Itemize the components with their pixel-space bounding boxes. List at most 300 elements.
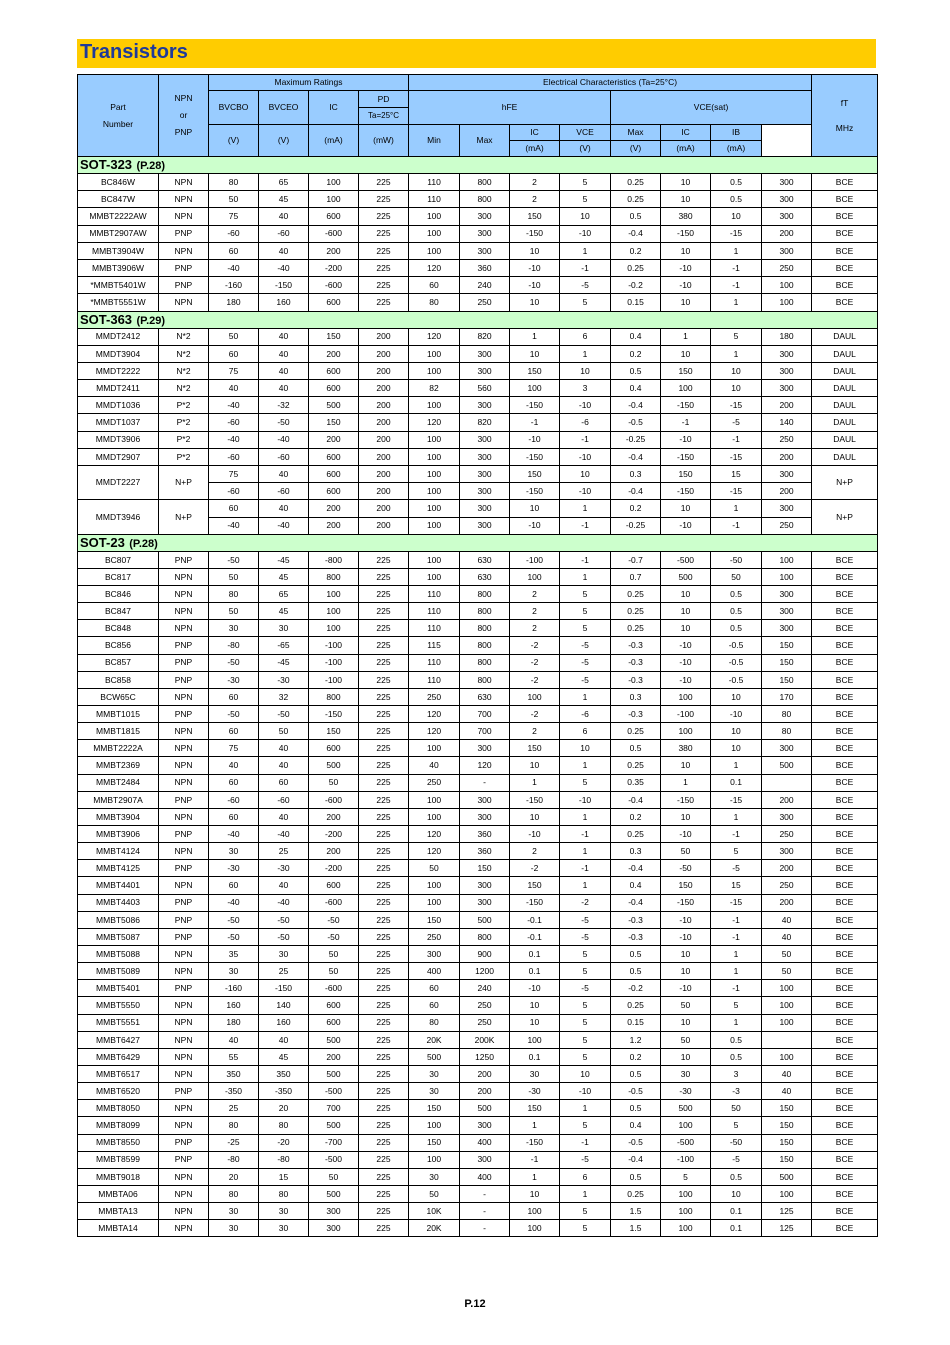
table-cell: 10 <box>661 1048 711 1065</box>
section-name: SOT-363 <box>80 311 133 327</box>
table-cell: 100 <box>409 517 460 534</box>
table-cell: 60 <box>209 808 259 825</box>
pin-cell: BCE <box>812 242 878 259</box>
table-cell: 100 <box>409 397 460 414</box>
part-number-cell: MMBT5087 <box>78 928 159 945</box>
table-cell: -40 <box>209 259 259 276</box>
table-cell: 0.25 <box>611 620 661 637</box>
table-cell: -60 <box>259 225 309 242</box>
part-number-cell: MMDT3904 <box>78 345 159 362</box>
table-cell: 1 <box>510 1168 560 1185</box>
table-cell: -100 <box>661 706 711 723</box>
pin-cell: BCE <box>812 1014 878 1031</box>
table-row <box>78 1220 878 1237</box>
table-cell: 800 <box>309 568 359 585</box>
table-cell: 150 <box>762 1100 812 1117</box>
part-number-cell: MMBT3906 <box>78 826 159 843</box>
table-cell: NPN <box>159 603 209 620</box>
table-cell: 225 <box>359 877 409 894</box>
table-cell: 10 <box>661 1014 711 1031</box>
table-row <box>78 191 878 208</box>
table-cell: 0.4 <box>611 877 661 894</box>
table-cell: 110 <box>409 671 460 688</box>
table-cell: 10 <box>510 757 560 774</box>
table-cell: 500 <box>309 1031 359 1048</box>
table-cell: 75 <box>209 362 259 379</box>
table-cell: -600 <box>309 894 359 911</box>
table-cell: 10 <box>711 362 762 379</box>
table-cell: -60 <box>259 448 309 465</box>
table-cell: 500 <box>661 568 711 585</box>
table-cell: 0.15 <box>611 1014 661 1031</box>
pin-cell: BCE <box>812 688 878 705</box>
table-cell: -1 <box>711 928 762 945</box>
table-cell: 200 <box>309 500 359 517</box>
pin-cell: DAUL <box>812 414 878 431</box>
table-cell: 0.25 <box>611 1185 661 1202</box>
table-cell: 20 <box>209 1168 259 1185</box>
table-row <box>78 294 878 311</box>
table-cell: 5 <box>560 945 611 962</box>
table-cell: 100 <box>762 1185 812 1202</box>
transistor-spec-table <box>77 74 878 1237</box>
table-cell: 60 <box>409 997 460 1014</box>
table-row <box>78 500 878 517</box>
table-cell: -150 <box>510 791 560 808</box>
table-cell: 500 <box>762 1168 812 1185</box>
table-cell: -0.5 <box>711 637 762 654</box>
header-max-ratings: Maximum Ratings <box>209 75 409 91</box>
table-cell: 630 <box>460 688 510 705</box>
table-cell: -40 <box>259 517 309 534</box>
table-cell: -1 <box>560 431 611 448</box>
header-bvcbo: BVCBO <box>209 91 259 125</box>
table-cell: -1 <box>711 911 762 928</box>
table-cell: 1 <box>560 1100 611 1117</box>
table-cell: 600 <box>309 1014 359 1031</box>
table-cell: 150 <box>510 1100 560 1117</box>
table-cell: 300 <box>460 242 510 259</box>
table-cell: -50 <box>259 928 309 945</box>
table-cell: 225 <box>359 1048 409 1065</box>
part-number-cell: BC847W <box>78 191 159 208</box>
part-number-cell: BC858 <box>78 671 159 688</box>
table-cell: 100 <box>762 551 812 568</box>
table-cell: -45 <box>259 654 309 671</box>
table-row <box>78 362 878 379</box>
table-cell: 150 <box>762 1151 812 1168</box>
pin-cell: BCE <box>812 1168 878 1185</box>
table-cell: 40 <box>259 500 309 517</box>
table-cell: 50 <box>209 191 259 208</box>
table-cell: 300 <box>762 500 812 517</box>
table-cell: 600 <box>309 740 359 757</box>
table-cell: PNP <box>159 551 209 568</box>
table-cell: 200 <box>309 517 359 534</box>
table-cell: 200 <box>359 431 409 448</box>
table-cell: 10 <box>661 242 711 259</box>
table-cell: 700 <box>309 1100 359 1117</box>
pin-cell: BCE <box>812 928 878 945</box>
table-cell: 225 <box>359 774 409 791</box>
table-cell: -10 <box>661 826 711 843</box>
table-cell: -15 <box>711 448 762 465</box>
table-cell: 5 <box>711 1117 762 1134</box>
table-cell: 400 <box>409 963 460 980</box>
table-cell: 40 <box>259 466 309 483</box>
part-number-cell: MMDT3906 <box>78 431 159 448</box>
table-cell: 55 <box>209 1048 259 1065</box>
table-cell: 150 <box>409 1134 460 1151</box>
table-cell: 150 <box>510 466 560 483</box>
table-cell: -30 <box>209 671 259 688</box>
part-number-cell: MMDT2411 <box>78 380 159 397</box>
table-cell: 40 <box>259 1031 309 1048</box>
pin-cell: BCE <box>812 774 878 791</box>
table-cell: 100 <box>309 191 359 208</box>
table-cell: 100 <box>762 1048 812 1065</box>
table-cell: 100 <box>409 568 460 585</box>
table-row <box>78 894 878 911</box>
table-cell: 300 <box>460 1151 510 1168</box>
pin-cell: BCE <box>812 277 878 294</box>
table-cell: -10 <box>711 706 762 723</box>
section-page-ref: (P.29) <box>136 314 166 327</box>
table-cell: 700 <box>460 723 510 740</box>
pin-cell: BCE <box>812 620 878 637</box>
table-cell: 110 <box>409 654 460 671</box>
table-cell: 100 <box>661 1203 711 1220</box>
table-cell: -150 <box>510 448 560 465</box>
table-cell: -40 <box>259 826 309 843</box>
table-cell: 10 <box>560 466 611 483</box>
table-cell: -1 <box>560 551 611 568</box>
table-cell: NPN <box>159 774 209 791</box>
header-hfe-vce-unit: (V) <box>560 141 611 157</box>
pin-cell: BCE <box>812 980 878 997</box>
table-cell: 360 <box>460 843 510 860</box>
table-cell: P*2 <box>159 397 209 414</box>
header-sat-ic-unit: (mA) <box>661 141 711 157</box>
table-cell: 225 <box>359 791 409 808</box>
table-cell: -600 <box>309 791 359 808</box>
table-cell: -160 <box>209 277 259 294</box>
table-cell: 225 <box>359 603 409 620</box>
table-cell: 200 <box>762 860 812 877</box>
table-cell: -0.3 <box>611 911 661 928</box>
part-number-cell: *MMBT5551W <box>78 294 159 311</box>
part-number-cell: MMBT6429 <box>78 1048 159 1065</box>
table-cell: 1 <box>560 757 611 774</box>
table-cell: 225 <box>359 1014 409 1031</box>
table-cell: 500 <box>309 1117 359 1134</box>
table-cell: 0.3 <box>611 688 661 705</box>
table-cell: 0.25 <box>611 603 661 620</box>
table-cell: 5 <box>560 997 611 1014</box>
page-number: P.12 <box>464 1298 486 1310</box>
table-cell: 50 <box>409 1185 460 1202</box>
table-cell: 200 <box>359 380 409 397</box>
table-cell: -32 <box>259 397 309 414</box>
table-cell: -10 <box>510 980 560 997</box>
header-sat-max-unit: (V) <box>611 141 661 157</box>
table-cell: 225 <box>359 620 409 637</box>
table-cell: -100 <box>309 671 359 688</box>
table-row <box>78 380 878 397</box>
table-cell: 380 <box>661 208 711 225</box>
table-cell: NPN <box>159 1014 209 1031</box>
table-cell: 10 <box>711 740 762 757</box>
table-cell: 300 <box>460 877 510 894</box>
table-cell: 2 <box>510 620 560 637</box>
table-cell: -150 <box>661 225 711 242</box>
pin-cell: BCE <box>812 637 878 654</box>
pin-cell: BCE <box>812 1220 878 1237</box>
pin-cell: BCE <box>812 808 878 825</box>
table-cell: NPN <box>159 586 209 603</box>
table-cell: -50 <box>209 654 259 671</box>
table-cell: 225 <box>359 259 409 276</box>
table-cell: 250 <box>409 688 460 705</box>
table-cell: 600 <box>309 466 359 483</box>
part-number-cell: MMBT6427 <box>78 1031 159 1048</box>
table-cell: 60 <box>209 500 259 517</box>
header-hfe-ic: IC <box>510 125 560 141</box>
table-cell: 225 <box>359 911 409 928</box>
header-polarity: NPN or PNP <box>159 75 209 157</box>
table-cell: -80 <box>259 1151 309 1168</box>
table-cell: -500 <box>309 1083 359 1100</box>
table-cell: NPN <box>159 1168 209 1185</box>
table-row <box>78 757 878 774</box>
table-row <box>78 1014 878 1031</box>
table-cell: 50 <box>309 1168 359 1185</box>
table-cell: 200 <box>359 466 409 483</box>
table-cell: -60 <box>209 791 259 808</box>
table-cell: 80 <box>762 706 812 723</box>
table-cell: 5 <box>560 1048 611 1065</box>
table-cell: -80 <box>209 1151 259 1168</box>
table-cell: PNP <box>159 654 209 671</box>
pin-cell: BCE <box>812 723 878 740</box>
table-row <box>78 688 878 705</box>
table-cell: 1.5 <box>611 1220 661 1237</box>
table-cell: 150 <box>510 208 560 225</box>
table-cell <box>762 774 812 791</box>
table-cell: 200 <box>359 414 409 431</box>
table-cell: N+P <box>159 466 209 500</box>
table-cell: 150 <box>510 362 560 379</box>
table-cell: 200 <box>762 225 812 242</box>
table-cell: 250 <box>460 997 510 1014</box>
table-cell: 225 <box>359 688 409 705</box>
part-number-cell: MMBTA14 <box>78 1220 159 1237</box>
table-row <box>78 277 878 294</box>
table-cell: 150 <box>762 1117 812 1134</box>
table-row <box>78 877 878 894</box>
table-cell: 100 <box>762 997 812 1014</box>
table-cell: 100 <box>409 500 460 517</box>
table-cell: 360 <box>460 826 510 843</box>
table-cell: -150 <box>259 980 309 997</box>
table-cell: -40 <box>209 894 259 911</box>
part-number-cell: MMBT4403 <box>78 894 159 911</box>
table-cell: 1 <box>661 328 711 345</box>
table-cell: 75 <box>209 208 259 225</box>
table-cell: -10 <box>560 1083 611 1100</box>
table-cell: 1 <box>560 808 611 825</box>
table-cell: 80 <box>762 723 812 740</box>
section-title <box>78 311 878 328</box>
table-cell: -80 <box>209 637 259 654</box>
table-cell: 0.5 <box>711 603 762 620</box>
table-cell: 100 <box>661 1185 711 1202</box>
pin-cell: BCE <box>812 671 878 688</box>
table-cell: 10 <box>560 1065 611 1082</box>
table-cell: -50 <box>209 551 259 568</box>
table-cell: 170 <box>762 688 812 705</box>
table-cell: PNP <box>159 791 209 808</box>
part-number-cell: MMBT2222AW <box>78 208 159 225</box>
table-cell: -15 <box>711 483 762 500</box>
part-number-cell: MMBT9018 <box>78 1168 159 1185</box>
table-cell: -2 <box>510 671 560 688</box>
table-cell: PNP <box>159 671 209 688</box>
table-cell: 500 <box>309 397 359 414</box>
table-cell: 30 <box>259 620 309 637</box>
table-cell: 1 <box>560 345 611 362</box>
header-hfe: hFE <box>409 91 611 125</box>
table-cell: 180 <box>762 328 812 345</box>
part-number-cell: MMBT4125 <box>78 860 159 877</box>
table-cell: 25 <box>209 1100 259 1117</box>
part-number-cell: BC848 <box>78 620 159 637</box>
table-cell: 300 <box>460 466 510 483</box>
table-cell: P*2 <box>159 431 209 448</box>
part-number-cell: BC817 <box>78 568 159 585</box>
table-cell: 40 <box>762 1083 812 1100</box>
table-cell: 100 <box>510 1220 560 1237</box>
table-cell: 300 <box>460 483 510 500</box>
header-pd-unit: (mW) <box>359 125 409 157</box>
table-cell: -50 <box>259 706 309 723</box>
table-cell: 10 <box>510 242 560 259</box>
table-cell: 50 <box>309 774 359 791</box>
table-cell: 60 <box>409 277 460 294</box>
table-cell: 30 <box>409 1168 460 1185</box>
table-cell: 60 <box>209 345 259 362</box>
table-cell: 80 <box>409 1014 460 1031</box>
table-cell: 100 <box>409 242 460 259</box>
table-cell: 0.25 <box>611 723 661 740</box>
table-cell: 45 <box>259 568 309 585</box>
table-cell: 300 <box>309 1220 359 1237</box>
table-cell: 1250 <box>460 1048 510 1065</box>
table-cell: 100 <box>510 1031 560 1048</box>
table-cell: N*2 <box>159 328 209 345</box>
table-cell: -10 <box>510 431 560 448</box>
table-cell: 225 <box>359 671 409 688</box>
table-cell: 0.1 <box>711 1203 762 1220</box>
table-row <box>78 431 878 448</box>
table-cell: 600 <box>309 362 359 379</box>
table-cell: 0.5 <box>611 208 661 225</box>
table-cell: NPN <box>159 945 209 962</box>
header-part-number: Part Number <box>78 75 159 157</box>
table-row <box>78 586 878 603</box>
table-cell: -30 <box>510 1083 560 1100</box>
table-cell: 225 <box>359 826 409 843</box>
section-page-ref: (P.28) <box>129 537 158 550</box>
table-cell: 30 <box>409 1065 460 1082</box>
table-cell: 5 <box>560 620 611 637</box>
table-row <box>78 1168 878 1185</box>
table-cell: 0.25 <box>611 259 661 276</box>
table-cell: -0.5 <box>611 1134 661 1151</box>
table-row <box>78 174 878 191</box>
table-row <box>78 466 878 483</box>
table-cell: 20 <box>259 1100 309 1117</box>
table-cell: 5 <box>560 294 611 311</box>
table-cell: -0.4 <box>611 483 661 500</box>
table-cell: -60 <box>209 448 259 465</box>
table-cell: -600 <box>309 277 359 294</box>
part-number-cell: MMBT8099 <box>78 1117 159 1134</box>
table-cell: 40 <box>259 362 309 379</box>
table-cell: 300 <box>460 791 510 808</box>
table-cell: -10 <box>510 259 560 276</box>
header-hfe-vce: VCE <box>560 125 611 141</box>
table-cell: 60 <box>409 980 460 997</box>
table-cell: 1 <box>560 500 611 517</box>
table-cell: -0.3 <box>611 928 661 945</box>
table-cell: 225 <box>359 208 409 225</box>
table-cell: 300 <box>460 448 510 465</box>
table-cell: 5 <box>560 1031 611 1048</box>
table-cell: -150 <box>510 225 560 242</box>
table-cell: 5 <box>560 1117 611 1134</box>
table-cell: PNP <box>159 826 209 843</box>
table-cell: 100 <box>409 808 460 825</box>
table-cell: 0.5 <box>711 174 762 191</box>
table-row <box>78 568 878 585</box>
pin-cell: BCE <box>812 208 878 225</box>
table-cell: 250 <box>460 294 510 311</box>
table-cell: 10 <box>510 345 560 362</box>
table-cell: -1 <box>560 1134 611 1151</box>
table-cell: -1 <box>560 259 611 276</box>
table-cell: 200 <box>359 328 409 345</box>
table-cell: -0.2 <box>611 980 661 997</box>
table-cell: -600 <box>309 225 359 242</box>
pin-cell: BCE <box>812 191 878 208</box>
table-cell: 225 <box>359 740 409 757</box>
table-cell: -100 <box>309 637 359 654</box>
table-row <box>78 723 878 740</box>
table-cell: -0.5 <box>711 654 762 671</box>
table-cell: 0.5 <box>711 1031 762 1048</box>
table-cell: 140 <box>259 997 309 1014</box>
table-cell: 150 <box>762 654 812 671</box>
pin-cell: BCE <box>812 757 878 774</box>
table-cell: 225 <box>359 174 409 191</box>
table-cell: 30 <box>209 963 259 980</box>
table-cell: 40 <box>259 380 309 397</box>
table-cell: 50 <box>762 963 812 980</box>
table-cell: 40 <box>259 208 309 225</box>
table-cell: -30 <box>209 860 259 877</box>
table-cell: 500 <box>309 757 359 774</box>
